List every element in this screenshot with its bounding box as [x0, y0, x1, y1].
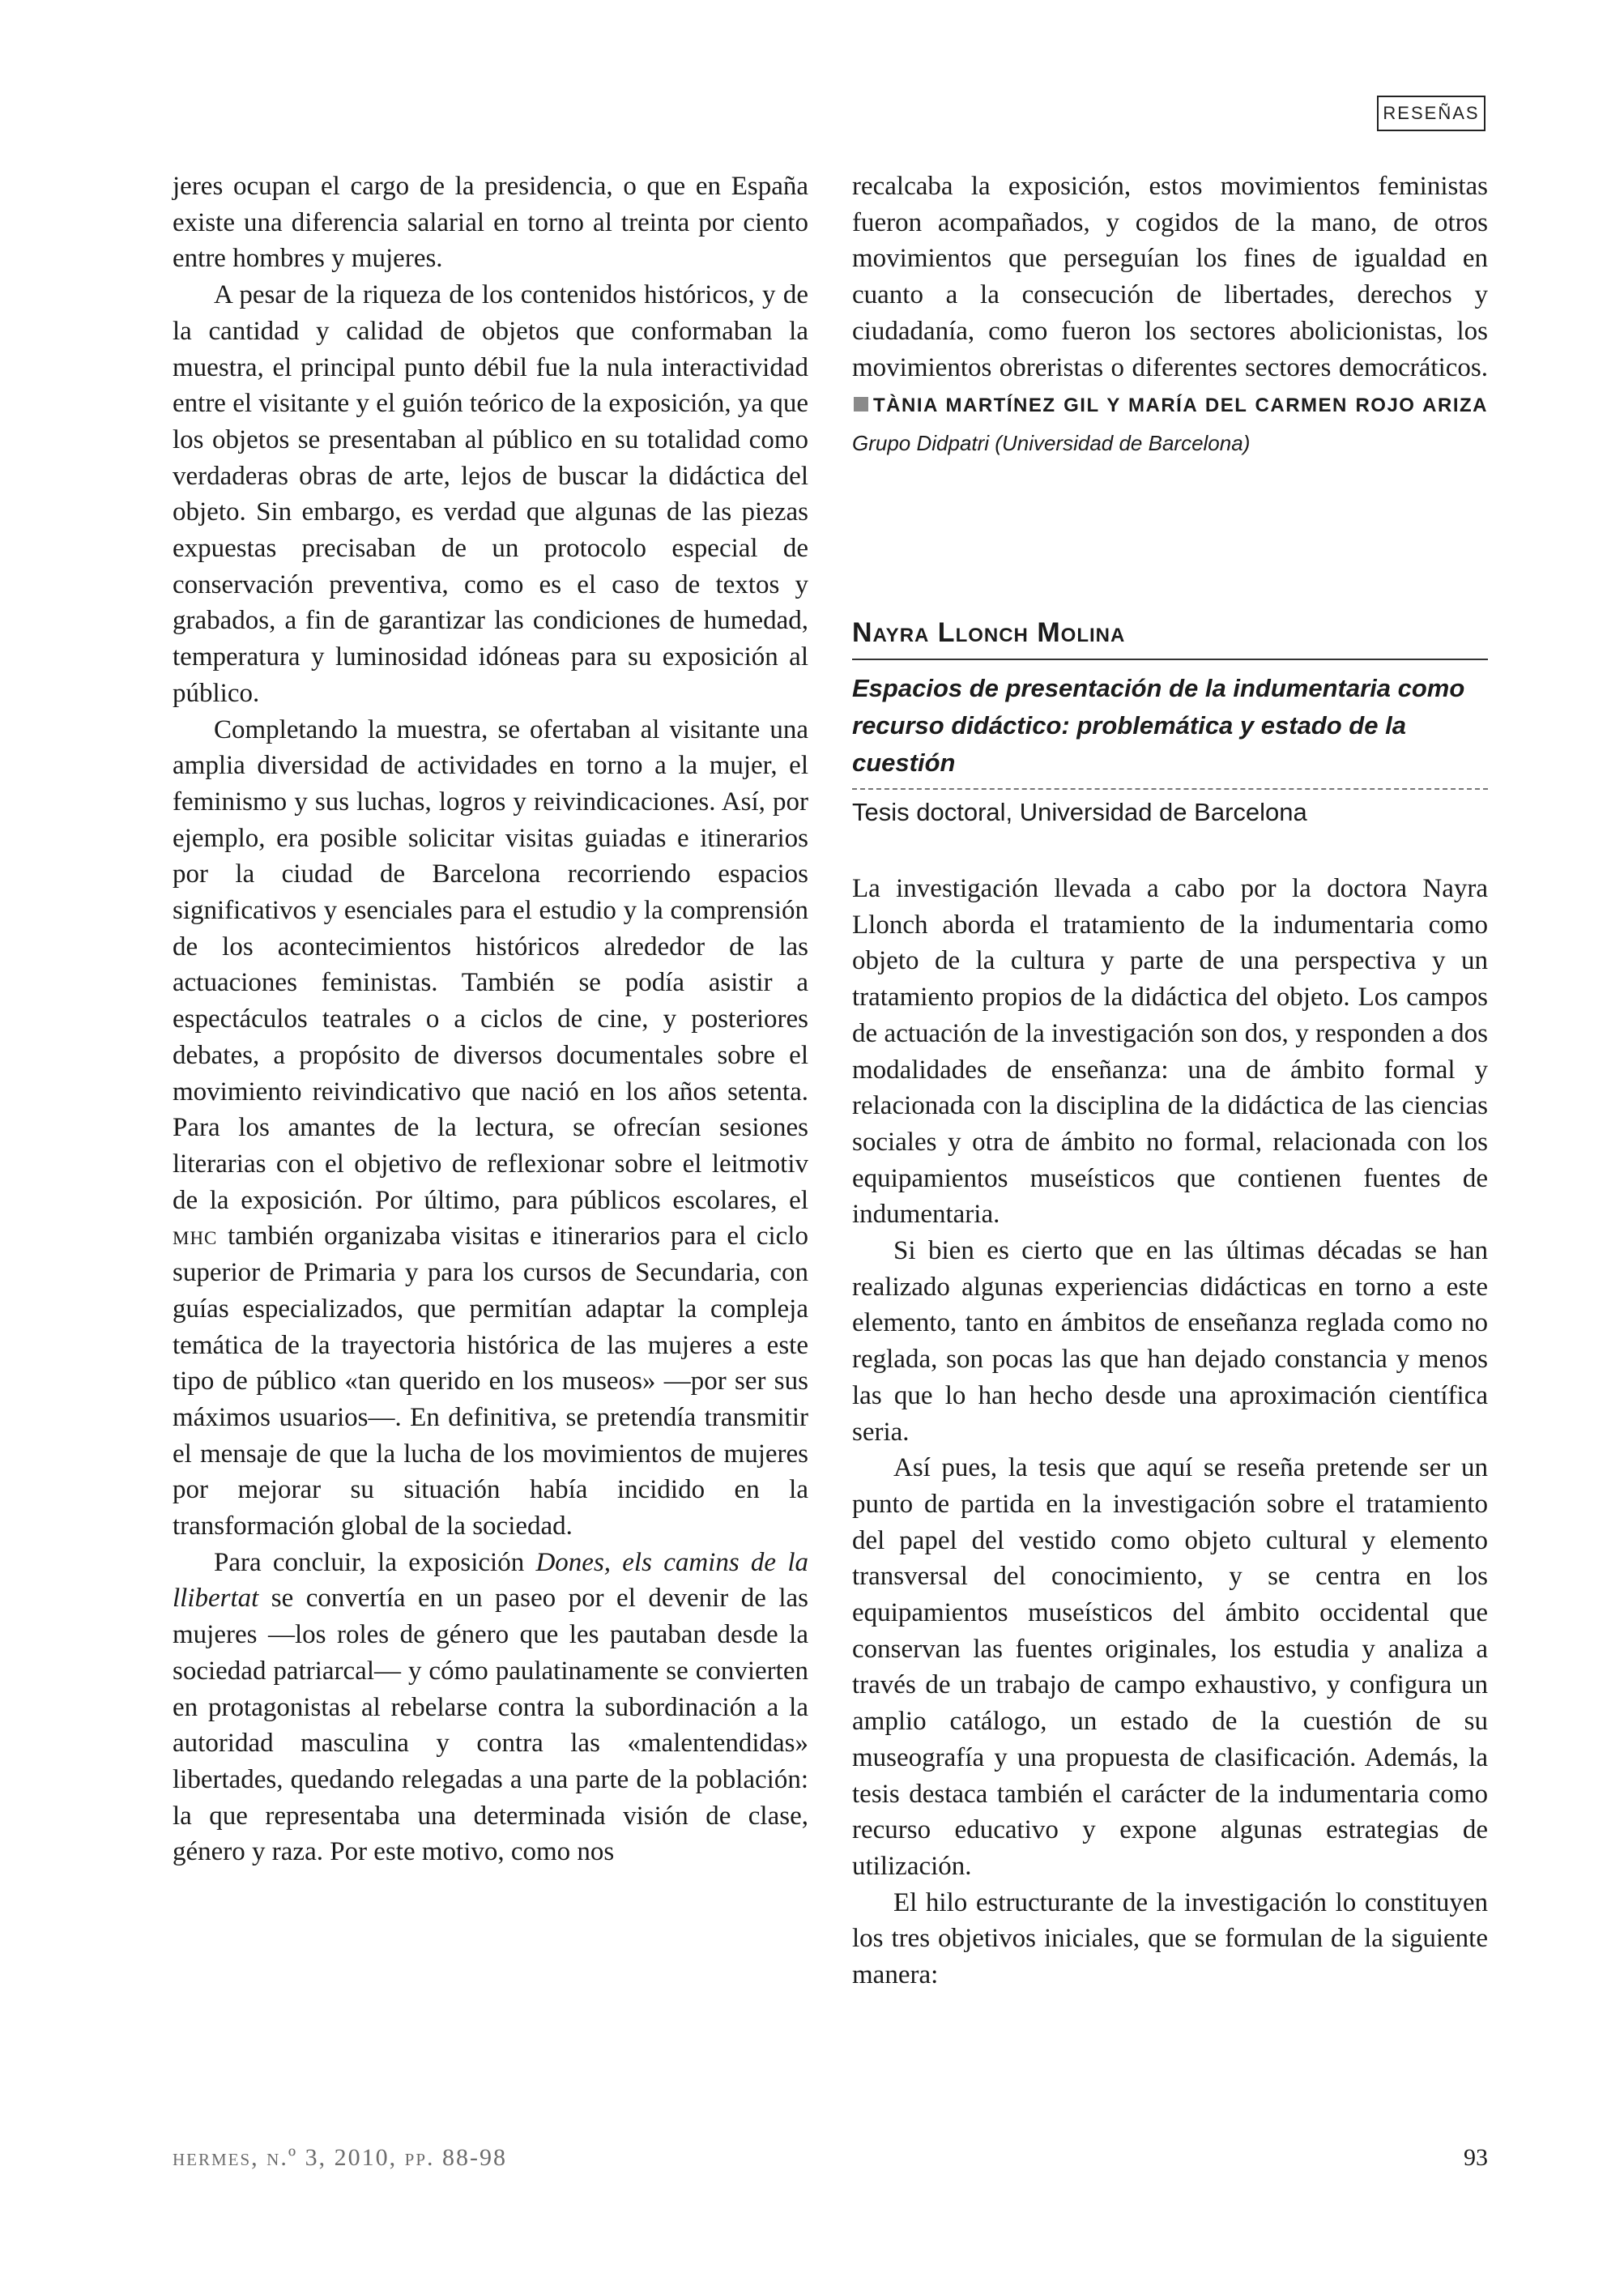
paragraph [173, 712, 808, 1545]
paragraph: El hilo estructurante de la investigación lo constituyen los tres objetivos iniciales, que se formulan de la siguiente manera: [852, 1887, 1488, 1990]
paragraph: La investigación llevada a cabo por la doctora Nayra Llonch aborda el tratamiento de la indumentaria como objeto de la cultura y parte de una perspectiva y un tratamiento propios de la didáctica del objeto. Los campos de actuación de la investigación son dos, y responden a dos modalidades de enseñanza: una de ámbito formal y relacionada con la disciplina de la didáctica de las ciencias sociales y otra de ámbito no formal, relacionada con los equipamientos museísticos que contienen fuentes de indumentaria. [852, 874, 1488, 1230]
review-body [852, 871, 1488, 1993]
review-header [852, 617, 1488, 827]
signature-affiliation: Grupo Didpatri (Universidad de Barcelona) [852, 430, 1251, 455]
abbreviation: mhc [173, 1222, 218, 1251]
paragraph: jeres ocupan el cargo de la presidencia, o que en España existe una diferencia salarial en torno al treinta por ciento entre hombres y mujeres. [173, 172, 808, 274]
text-run: también organizaba visitas e itinerarios para el ciclo superior de Primaria y para los cursos de Secundaria, con guías especializados, que permitían adaptar la compleja temática de la trayectoria histórica de las mujeres a este tipo de público «tan querido en los museos» —por ser sus máximos usuarios—. En definitiva, se pretendía transmitir el mensaje de que la lucha de los movimientos de mujeres por mejorar su situación había incidido en la transformación global de la sociedad. [173, 1222, 808, 1541]
text-run: se convertía en un paseo por el devenir de las mujeres —los roles de género que les pautaban desde la sociedad patriarcal— y cómo paulatinamente se convierten en protagonistas al rebelarse contra la subordinación a la autoridad masculina y contra las «malentendidas» libertades, quedando relegadas a una parte de la población: la que representaba una determinada visión de clase, género y raza. Por este motivo, como nos [173, 1584, 808, 1867]
signature-names: TÀNIA MARTÍNEZ GIL Y MARÍA DEL CARMEN ROJO ARIZA [873, 394, 1488, 417]
paragraph [173, 1545, 808, 1870]
review-author: Nayra Llonch Molina [852, 617, 1488, 660]
section-tag: RESEÑAS [1377, 96, 1485, 131]
paragraph: Si bien es cierto que en las últimas décadas se han realizado algunas experiencias didácticas en torno a este elemento, tanto en ámbitos de enseñanza reglada como no reglada, son pocas las que han dejado constancia y menos las que lo han hecho desde una aproximación científica seria. [852, 1236, 1488, 1447]
page-number: 93 [1464, 2144, 1488, 2171]
text-run: Completando la muestra, se ofertaban al visitante una amplia diversidad de actividades en torno a la mujer, el feminismo y sus luchas, logros y reivindicaciones. Así, por ejemplo, era posible solicitar visitas guiadas e itinerarios por la ciudad de Barcelona recorriendo espacios significativos y esenciales para el estudio y la comprensión de los acontecimientos históricos alrededor de las actuaciones feministas. También se podía asistir a espectáculos teatrales o a ciclos de cine, y posteriores debates, a propósito de diversos documentales sobre el movimiento reivindicativo que nació en los años setenta. Para los amantes de la lectura, se ofrecían sesiones literarias con el objetivo de reflexionar sobre el leitmotiv de la exposición. Por último, para públicos escolares, el [173, 714, 808, 1215]
text-run: recalcaba la exposición, estos movimientos feministas fueron acompañados, y cogidos de la mano, de otros movimientos que perseguían los fines de igualdad en cuanto a la consecución de libertades, derechos y ciudadanía, como fueron los sectores abolicionistas, los movimientos obreristas o diferentes sectores democráticos. [852, 172, 1488, 382]
text-run: Para concluir, la exposición [214, 1547, 536, 1577]
journal-footer: hermes, n.º 3, 2010, pp. 88-98 [173, 2144, 507, 2171]
right-column-top [852, 168, 1488, 462]
paragraph: A pesar de la riqueza de los contenidos históricos, y de la cantidad y calidad de objetos que conformaban la muestra, el principal punto débil fue la nula interactividad entre el visitante y el guión teórico de la exposición, ya que los objetos se presentaban al público en su totalidad como verdaderas obras de arte, lejos de buscar la didáctica del objeto. Sin embargo, es verdad que algunas de las piezas expuestas precisaban de un protocolo especial de conservación preventiva, como es el caso de textos y grabados, a fin de garantizar las condiciones de humedad, temperatura y luminosidad idóneas para su exposición al público. [173, 280, 808, 708]
end-square-icon [854, 397, 868, 411]
review-meta: Tesis doctoral, Universidad de Barcelona [852, 798, 1307, 826]
exhibition-title: Dones, els camins de la llibertat [173, 1547, 808, 1614]
paragraph: Así pues, la tesis que aquí se reseña pretende ser un punto de partida en la investigación sobre el tratamiento del papel del vestido como objeto cultural y elemento transversal del conocimiento, y se centra en los equipamientos museísticos del ámbito occidental que conservan las fuentes originales, los estudia y analiza a través de un trabajo de campo exhaustivo, y configura un amplio catálogo, un estado de la cuestión de su museografía y una propuesta de clasificación. Además, la tesis destaca también el carácter de la indumentaria como recurso educativo y expone algunas estrategias de utilización. [852, 1453, 1488, 1881]
paragraph [852, 168, 1488, 462]
left-column [173, 168, 808, 1870]
review-title: Espacios de presentación de la indumentaria como recurso didáctico: problemática y estado de la cuestión [852, 660, 1488, 790]
